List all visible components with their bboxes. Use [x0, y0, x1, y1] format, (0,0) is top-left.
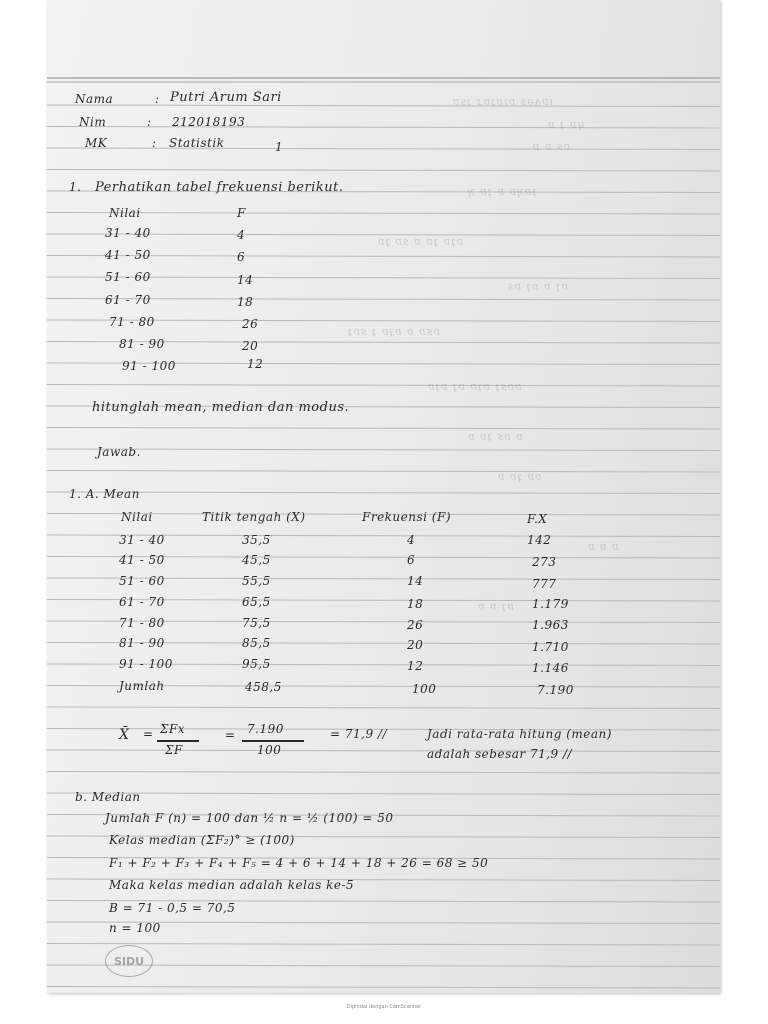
question-number: 1.	[69, 180, 82, 194]
median-line-6: n = 100	[109, 921, 161, 935]
question-row-f: 26	[242, 317, 259, 331]
nama-separator: :	[155, 92, 160, 106]
question-row-nilai: 71 - 80	[109, 315, 155, 329]
mean-formula-den2: 100	[257, 743, 282, 757]
question-row-f: 6	[237, 250, 246, 264]
question-instruction: hitunglah mean, median dan modus.	[92, 400, 350, 415]
mean-row-x: 75,5	[242, 616, 271, 630]
mean-row-f: 4	[407, 533, 416, 547]
question-row-nilai: 51 - 60	[105, 270, 151, 284]
question-row-f: 18	[237, 295, 254, 309]
mean-row-nilai: 71 - 80	[119, 616, 165, 630]
mean-total-fx: 7.190	[537, 683, 574, 697]
mean-row-nilai: 51 - 60	[119, 574, 165, 588]
question-row-nilai: 91 - 100	[122, 359, 176, 373]
mean-formula-result: = 71,9 //	[330, 727, 387, 741]
answer-heading: Jawab.	[97, 445, 141, 459]
mk-mark: 1	[275, 140, 284, 154]
mean-row-fx: 1.963	[532, 618, 569, 632]
mean-col-nilai: Nilai	[121, 510, 153, 524]
median-line-1: Jumlah F (n) = 100 dan ½ n = ½ (100) = 50	[105, 811, 394, 825]
mean-row-fx: 1.146	[532, 661, 569, 675]
mean-col-fx: F.X	[527, 512, 548, 526]
ruled-line	[47, 105, 720, 107]
mean-row-f: 20	[407, 638, 424, 652]
question-row-f: 20	[242, 339, 259, 353]
question-col-f: F	[237, 206, 246, 220]
ruled-line	[47, 772, 720, 774]
mean-row-fx: 273	[532, 555, 557, 569]
ruled-line	[47, 492, 720, 494]
mean-total-f: 100	[412, 682, 437, 696]
mean-row-x: 35,5	[242, 533, 271, 547]
mean-row-fx: 1.179	[532, 597, 569, 611]
ruled-line	[47, 148, 720, 150]
question-row-nilai: 31 - 40	[105, 226, 151, 240]
question-prompt: Perhatikan tabel frekuensi berikut.	[95, 180, 344, 195]
question-row-nilai: 81 - 90	[119, 337, 165, 351]
ruled-line	[47, 987, 720, 989]
ruled-line	[47, 385, 720, 387]
mean-formula-eq2: =	[225, 728, 236, 742]
mean-row-fx: 1.710	[532, 640, 569, 654]
ruled-line	[47, 428, 720, 430]
question-col-nilai: Nilai	[109, 206, 141, 220]
nim-value: 212018193	[172, 115, 246, 129]
question-row-f: 14	[237, 273, 254, 287]
nama-value: Putri Arum Sari	[170, 90, 282, 105]
nim-label: Nim	[79, 115, 107, 129]
mean-conclusion-line2: adalah sebesar 71,9 //	[427, 747, 573, 761]
mean-row-x: 45,5	[242, 553, 271, 567]
mean-total-x: 458,5	[245, 680, 282, 694]
mean-row-x: 95,5	[242, 657, 271, 671]
ruled-line	[47, 170, 720, 172]
mean-conclusion-line1: Jadi rata-rata hitung (mean)	[427, 727, 612, 741]
mean-row-x: 85,5	[242, 636, 271, 650]
mk-label: MK	[85, 136, 108, 150]
mean-formula-num1: ΣFx	[160, 722, 186, 736]
ruled-line	[47, 793, 720, 795]
mean-fraction-bar	[157, 740, 199, 742]
mean-title: 1. A. Mean	[69, 487, 140, 501]
mean-row-nilai: 41 - 50	[119, 553, 165, 567]
nim-separator: :	[147, 115, 152, 129]
sidu-logo: SIDU	[105, 945, 153, 977]
question-row-f: 4	[237, 228, 246, 242]
mean-formula-lhs: X̄	[119, 727, 130, 743]
mean-fraction-bar	[242, 740, 304, 742]
mean-total-label: Jumlah	[119, 679, 165, 693]
mean-row-fx: 142	[527, 533, 552, 547]
mean-col-x: Titik tengah (X)	[202, 510, 306, 524]
question-row-nilai: 41 - 50	[105, 248, 151, 262]
mean-row-nilai: 31 - 40	[119, 533, 165, 547]
mean-row-f: 6	[407, 553, 416, 567]
mean-row-nilai: 61 - 70	[119, 595, 165, 609]
mean-row-nilai: 91 - 100	[119, 657, 173, 671]
ruled-line	[47, 449, 720, 451]
mean-row-f: 18	[407, 597, 424, 611]
mean-row-f: 12	[407, 659, 424, 673]
mk-separator: :	[152, 136, 157, 150]
median-title: b. Median	[75, 790, 141, 804]
median-line-4: Maka kelas median adalah kelas ke-5	[109, 878, 355, 892]
mean-row-fx: 777	[532, 577, 557, 591]
median-line-2: Kelas median (ΣF₂)° ≥ (100)	[109, 833, 295, 847]
question-row-f: 12	[247, 357, 264, 371]
ruled-line	[47, 707, 720, 709]
question-row-nilai: 61 - 70	[105, 293, 151, 307]
mean-row-x: 65,5	[242, 595, 271, 609]
ruled-line	[47, 750, 720, 752]
mean-row-nilai: 81 - 90	[119, 636, 165, 650]
mean-row-x: 55,5	[242, 574, 271, 588]
ruled-line	[47, 471, 720, 473]
median-line-5: B = 71 - 0,5 = 70,5	[109, 901, 236, 915]
mk-value: Statistik	[169, 136, 225, 150]
mean-col-f: Frekuensi (F)	[362, 510, 451, 524]
ruled-line	[47, 213, 720, 215]
mean-formula-den1: ΣF	[165, 743, 183, 757]
mean-row-f: 26	[407, 618, 424, 632]
ruled-line	[47, 944, 720, 946]
nama-label: Nama	[75, 92, 114, 106]
mean-formula-num2: 7.190	[247, 722, 284, 736]
median-line-3: F₁ + F₂ + F₃ + F₄ + F₅ = 4 + 6 + 14 + 18 + 26 = 68 ≥ 50	[109, 856, 489, 870]
mean-formula-eq1: =	[143, 727, 154, 741]
scanner-watermark: Dipindai dengan CamScanner	[346, 1004, 422, 1010]
mean-row-f: 14	[407, 574, 424, 588]
notebook-page: ıɐʌǝs ɐıɐʇɐɹ ʇsɐ ɥɐ ʇ ɐ ɐs ɐ ɐ ʇɐʞɐ ɐ ʇɐ ʞ ɐʇɐ ʇɐ ɐ sɐ ʇɐ ɐʇ ɐ ɐʇ ɐs ɐsɐ ɐ ɐʇɐ ʇ sɐʇ ɐɐsʇ ɐʇɐ ɐʇ ɐʇɐ ɐ ɐs ʇɐ ɐ ɐɐ ʇɐ ɐ ɐ ɐ ɐ ɐʇ ɐ ɐ Nama : Putri Arum Sari Nim : 212018193 MK : Statistik 1 1. Perhatikan tabel frekuensi berikut. Nilai F 31 - 40 4 41 - 50 6 51 - 60 14 61 - 70 18 71 - 80 26 81 - 90 20 91 - 100 12 hitunglah mean, median dan modus. Jawab. 1. A. Mean Nilai Titik tengah (X) Frekuensi (F) F.X 31 - 40 35,5 4 142 41 - 50 45,5 6 273 51 - 60 55,5 14 777 61 - 70 65,5 18 1.179 71 - 80 75,5 26 1.963 81 - 90 85,5 20 1.710 91 - 100 95,5 12 1.146 Jumlah 458,5 100 7.190 X̄ = ΣFx ΣF = 7.190 100 = 71,9 // Jadi rata-rata hitung (mean) adalah sebesar 71,9 // b. Median Jumlah F (n) = 100 dan ½ n = ½ (100) = 50 Kelas median (ΣF₂)° ≥ (100) F₁ + F₂ + F₃ + F₄ + F₅ = 4 + 6 + 14 + 18 + 26 = 68 ≥ 50 Maka kelas median adalah kelas ke-5 B = 71 - 0,5 = 70,5 n = 100 SIDU	[47, 0, 720, 993]
